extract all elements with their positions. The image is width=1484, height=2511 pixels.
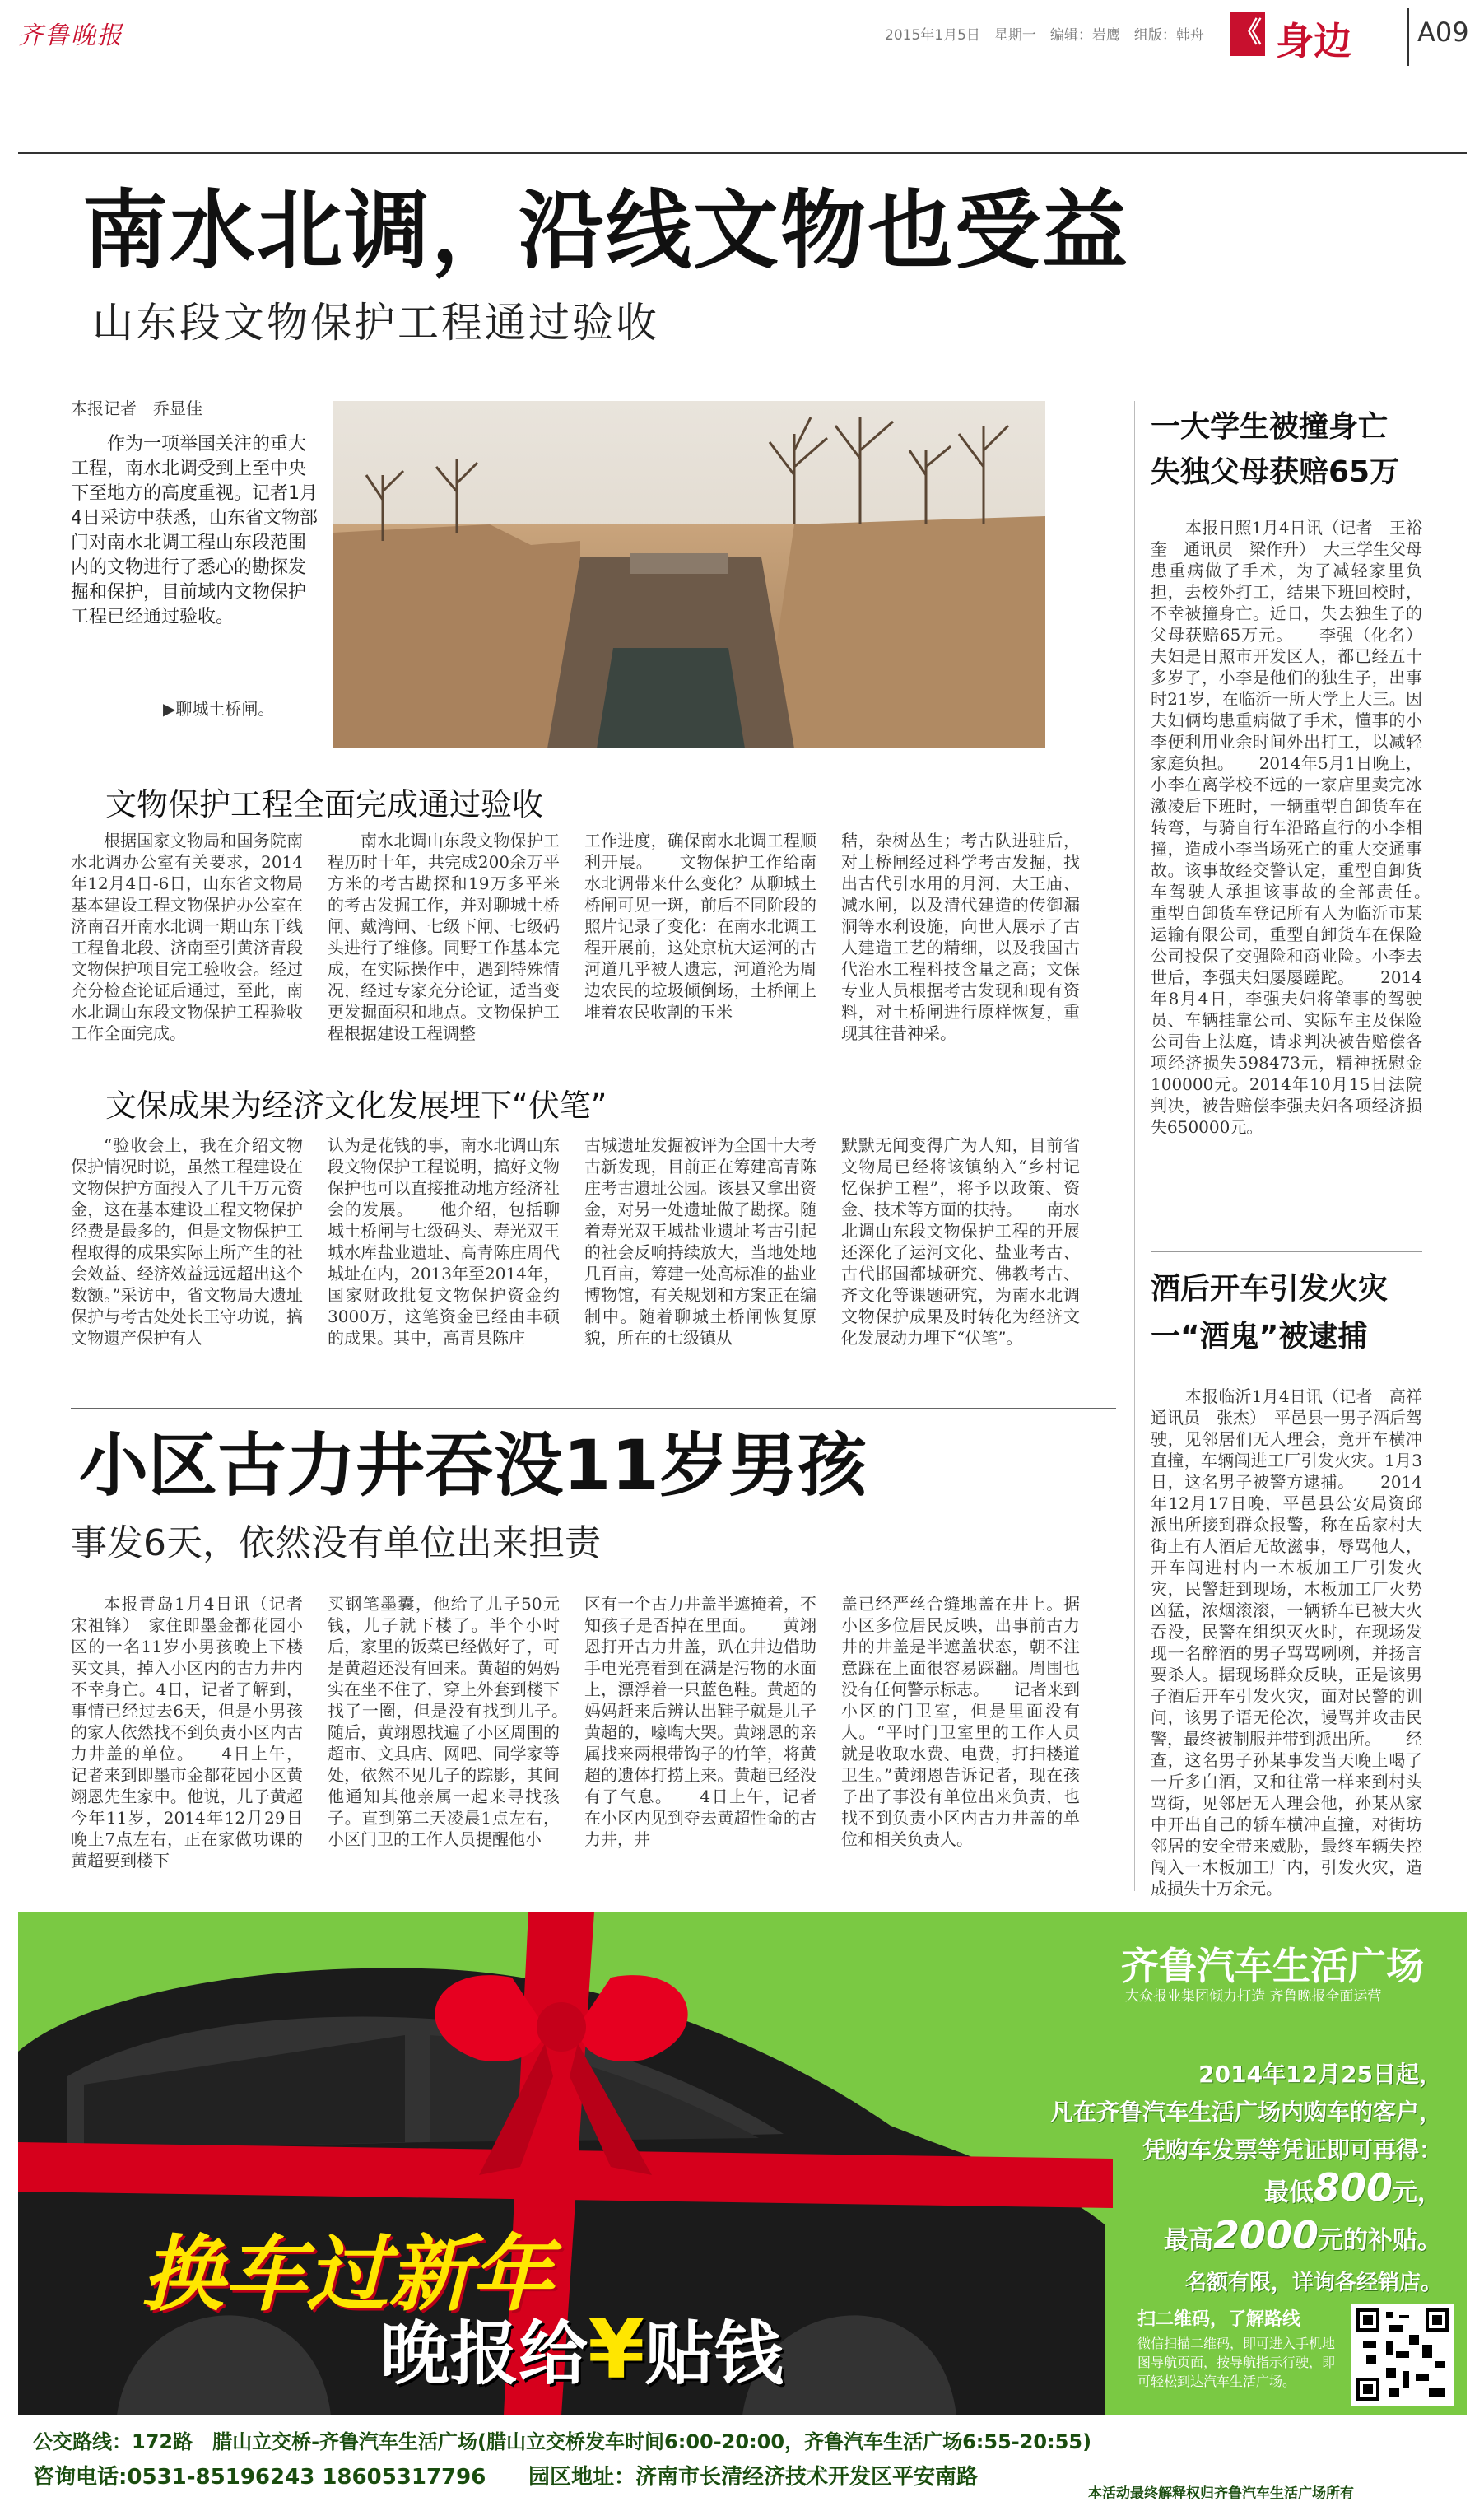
article1-section2-head: 文保成果为经济文化发展埋下“伏笔” [105,1088,607,1124]
ad-slogan-line2 [380,2299,784,2398]
ad-promo-min [1264,2165,1442,2210]
side1-body: 本报日照1月4日讯（记者 王裕奎 通讯员 梁作升） 大三学生父母患重病做了手术，为了减轻家里负担，去校外打工，结果下班回校时，不幸被撞身亡。近日，失去独生子的父母获赔65万元。 李强（化名）夫妇是日照市开发区人，都已经五十多岁了，小李是他们的独生子，出事时21岁，在临沂一所大学上大三。因夫妇俩均患重病做了手术，懂事的小李便利用业余时间外出打工，以减轻家庭负担。 2014年5月1日晚上，小李在离学校不远的一家店里卖完冰激凌后下班时，一辆重型自卸货车在转弯，与骑自行车沿路直行的小李相撞，造成小李当场死亡的重大交通事故。该事故经交警认定，重型自卸货车驾驶人承担该事故的全部责任。 重型自卸货车登记所有人为临沂市某运输有限公司，重型自卸货车在保险公司投保了交强险和商业险。小李去世后，李强夫妇屡屡蹉跎。 2014年8月4日，李强夫妇将肇事的驾驶员、车辆挂靠公司、实际车主及保险公司告上法庭，请求判决被告赔偿各项经济损失598473元，精神抚慰金100000元。2014年10月15日法院判决，被告赔偿李强夫妇各项经济损失650000元。 [1151,518,1455,1137]
ad-promo-line1: 凡在齐鲁汽车生活广场内购车的客户， [1049,2099,1442,2126]
article2-headline: 小区古力井吞没11岁男孩 [79,1425,867,1506]
ad-promo-limit: 名额有限，详询各经销店。 [1184,2271,1442,2295]
article1-photo [333,401,1045,748]
section-name: 身边 [1276,19,1351,63]
masthead-logo: 齐鲁晚报 [18,21,123,50]
photo-caption: ▶聊城土桥闸。 [163,699,275,719]
side-divider [1151,1251,1422,1252]
section-badge: 《 [1230,12,1265,56]
article1-section1-head: 文物保护工程全面完成通过验收 [105,786,544,822]
ad-brand-sub: 大众报业集团倾力打造 齐鲁晚报全面运营 [1125,1988,1382,2005]
s2-col3: 古城遗址发掘被评为全国十大考古新发现，目前正在筹建高青陈庄考古遗址公园。该县又拿出资金，对另一处遗址做了勘探。随着寿光双王城盐业遗址考古引起的社会反响持续放大，当地处地几百亩，筹建一处高标准的盐业博物馆，有关规划和方案正在编制中。随着聊城土桥闸恢复原貌，所在的七级镇从 [584,1135,816,1348]
ad-slogan-line1: 换车过新年 [142,2226,553,2322]
ad-slogan-part2: 贴钱 [644,2313,784,2394]
ad-address: 园区地址：济南市长清经济技术开发区平安南路 [528,2465,979,2490]
ad-phone: 咨询电话:0531-85196243 18605317796 [33,2465,486,2490]
side2-headline-line2: 一“酒鬼”被逮捕 [1151,1320,1368,1353]
ad-max-label: 最高 [1163,2226,1213,2255]
header-rule [18,152,1467,154]
side2-headline-line1: 酒后开车引发火灾 [1151,1272,1389,1306]
qr-title: 扫二维码，了解路线 [1137,2309,1301,2330]
ad-max-value: 2000 [1212,2213,1319,2257]
a2-col2: 买钢笔墨囊，他给了儿子50元钱，儿子就下楼了。半个小时后，家里的饭菜已经做好了，可是黄超还没有回来。黄超的妈妈实在坐不住了，穿上外套到楼下找了一圈，但是没有找到儿子。 随后，黄翊恩找遍了小区周围的超市、文具店、网吧、同学家等处，依然不见儿子的踪影，其间他通知其他亲属一起来寻找孩子。直到第二天凌晨1点左右，小区门卫的工作人员提醒他小 [328,1594,593,1849]
s1-col3: 工作进度，确保南水北调工程顺利开展。 文物保护工作给南水北调带来什么变化？从聊城土桥闸可见一斑，前后不同阶段的照片记录了变化：在南水北调工程开展前，这处京杭大运河的古河道几乎被人遗忘，河道沦为周边农民的垃圾倾倒场，土桥闸上堆着农民收割的玉米 [584,831,816,1022]
advertisement [18,1912,1467,2503]
ad-bus-route: 公交路线：172路 腊山立交桥-齐鲁汽车生活广场(腊山立交桥发车时间6:00-20:00，齐鲁汽车生活广场6:55-20:55) [33,2430,1092,2453]
column-divider [1134,401,1135,1891]
ad-min-label: 最低 [1263,2178,1314,2207]
ad-max-unit: 元的补贴。 [1319,2226,1442,2255]
side1-headline-line2: 失独父母获赔65万 [1151,455,1400,489]
page-number: A09 [1417,16,1469,48]
s2-col2: 认为是花钱的事，南水北调山东段文物保护工程说明，搞好文物保护也可以直接推动地方经济社会的发展。 他介绍，包括聊城土桥闸与七级码头、寿光双王城水库盐业遗址、高青陈庄周代城址在内，2013年至2014年，国家财政批复文物保护资金约3000万，这笔资金已经由丰硕的成果。其中，高青县陈庄 [328,1135,560,1348]
issue-meta: 2015年1月5日 星期一 编辑：岩鹰 组版：韩舟 [885,27,1204,44]
ad-brand: 齐鲁汽车生活广场 [1121,1944,1424,1988]
s1-col2: 南水北调山东段文物保护工程历时十年，共完成200余万平方米的考古勘探和19万多平米的考古发掘工作，并对聊城土桥闸、戴湾闸、七级下闸、七级码头进行了维修。同野工作基本完成，在实际操作中，遇到特殊情况，经过专家充分论证，适当变更发掘面积和地点。文物保护工程根据建设工程调整 [328,831,560,1043]
ad-min-unit: 元， [1393,2178,1442,2207]
header-divider [1407,8,1409,66]
article2-subhead: 事发6天，依然没有单位出来担责 [71,1522,601,1564]
ad-min-value: 800 [1313,2165,1393,2210]
side1-headline-line1: 一大学生被撞身亡 [1151,410,1389,444]
a2-col3: 区有一个古力井盖半遮掩着，不知孩子是否掉在里面。 黄翊恩打开古力井盖，趴在井边借助手电光亮看到在满是污物的水面上，漂浮着一只蓝色鞋。黄超的妈妈赶来后辨认出鞋子就是儿子黄超的，嚎啕大哭。黄翊恩的亲属找来两根带钩子的竹竿，将黄超的遗体打捞上来。黄超已经没有了气息。 4日上午，记者在小区内见到夺去黄超性命的古力井，井 [584,1594,816,1849]
side2-body: 本报临沂1月4日讯（记者 高祥 通讯员 张杰） 平邑县一男子酒后驾驶，见邻居们无人理会，竟开车横冲直撞，车辆闯进工厂引发火灾。1月3日，这名男子被警方逮捕。 2014年12月17日晚，平邑县公安局资邱派出所接到群众报警，称在岳家村大街上有人酒后无故滋事，辱骂他人，开车闯进村内一木板加工厂引发火灾，民警赶到现场，木板加工厂火势凶猛，浓烟滚滚，一辆轿车已被大火吞没，民警在组织灭火时，在现场发现一名醉酒的男子骂骂咧咧，并扬言要杀人。据现场群众反映，正是该男子酒后开车引发火灾，面对民警的训问，该男子语无伦次，谩骂并攻击民警，最终被制服并带到派出所。 经查，这名男子孙某事发当天晚上喝了一斤多白酒，又和往常一样来到村头骂街，见邻居无人理会他，孙某从家中开出自己的轿车横冲直撞，对街坊邻居的安全带来威胁，最终车辆失控闯入一木板加工厂内，引发火灾，造成损失十万余元。 [1151,1386,1439,1898]
ad-slogan-part1: 晚报给 [380,2313,588,2394]
ad-promo-date: 2014年12月25日起， [1198,2061,1442,2088]
qr-text: 微信扫描二维码，即可进入手机地图导航页面，按导航指示行驶，即可轻松到达汽车生活广场。 [1137,2336,1336,2389]
qr-code-icon[interactable] [1351,2304,1454,2406]
yen-icon: ¥ [588,2301,645,2397]
article1-byline: 本报记者 乔显佳 [71,398,202,418]
qr-info [1137,2305,1343,2391]
ad-disclaimer: 本活动最终解释权归齐鲁汽车生活广场所有 [1088,2485,1354,2502]
s2-col1: “验收会上，我在介绍文物保护情况时说，虽然工程建设在文物保护方面投入了几千万元资金，这在基本建设工程文物保护经费是最多的，但是文物保护工程取得的成果实际上所产生的社会效益、经济效益远远超出这个数额。”采访中，省文物局大遗址保护与考古处处长王守功说，搞文物遗产保护有人 [71,1135,303,1348]
ad-promo-line2: 凭购车发票等凭证即可再得： [1142,2136,1442,2164]
a2-col4: 盖已经严丝合缝地盖在井上。据小区多位居民反映，出事前古力井的井盖是半遮盖状态，朝不注意踩在上面很容易踩翻。周围也没有任何警示标志。 记者来到小区的门卫室，但是里面没有人。“平时门卫室里的工作人员就是收取水费、电费，打扫楼道卫生。”黄翊恩告诉记者，现在孩子出了事没有单位出来负责，也找不到负责小区内古力井盖的单位和相关负责人。 [841,1594,1080,1849]
ad-promo-max [1164,2213,1442,2257]
s2-col4: 默默无闻变得广为人知，目前省文物局已经将该镇纳入“乡村记忆保护工程”，将予以政策、资金、技术等方面的扶持。 南水北调山东段文物保护工程的开展还深化了运河文化、盐业考古、古代邯国都城研究、佛教考古、齐文化等课题研究，为南水北调文物保护成果及时转化为经济文化发展动力埋下“伏笔”。 [841,1135,1080,1348]
s1-col4: 秸，杂树丛生；考古队进驻后，对土桥闸经过科学考古发掘，找出古代引水用的月河，大王庙、减水闸，以及清代建造的传御漏洞等水利设施，向世人展示了古人建造工艺的精细，以及我国古代治水工程科技含量之高；文保专业人员根据考古发现和现有资料，对土桥闸进行原样恢复，重现其往昔神采。 [841,831,1080,1043]
ad-info-bar [18,2415,1467,2503]
article1-lead: 作为一项举国关注的重大工程，南水北调受到上至中央下至地方的高度重视。记者1月4日采访中获悉，山东省文物部门对南水北调工程山东段范围内的文物进行了悉心的勘探发掘和保护，目前域内文物保护工程已经通过验收。 [71,434,318,627]
a2-col1: 本报青岛1月4日讯（记者宋祖锋） 家住即墨金都花园小区的一名11岁小男孩晚上下楼买文具，掉入小区内的古力井内不幸身亡。4日，记者了解到，事情已经过去6天，但是小男孩的家人依然找不到负责小区内古力井盖的单位。 4日上午，记者来到即墨市金都花园小区黄翊恩先生家中。他说，儿子黄超今年11岁，2014年12月29日晚上7点左右，正在家做功课的黄超要到楼下 [71,1594,303,1870]
article1-headline: 南水北调，沿线文物也受益 [82,180,1130,281]
s1-col1: 根据国家文物局和国务院南水北调办公室有关要求，2014年12月4日-6日，山东省文物局基本建设工程文物保护办公室在济南召开南水北调一期山东干线工程鲁北段、济南至引黄济青段文物保护项目完工验收会。经过充分检查论证后通过，至此，南水北调山东段文物保护工程验收工作全面完成。 [71,831,303,1043]
article-divider [71,1408,1116,1409]
article1-subhead: 山东段文物保护工程通过验收 [92,299,659,347]
